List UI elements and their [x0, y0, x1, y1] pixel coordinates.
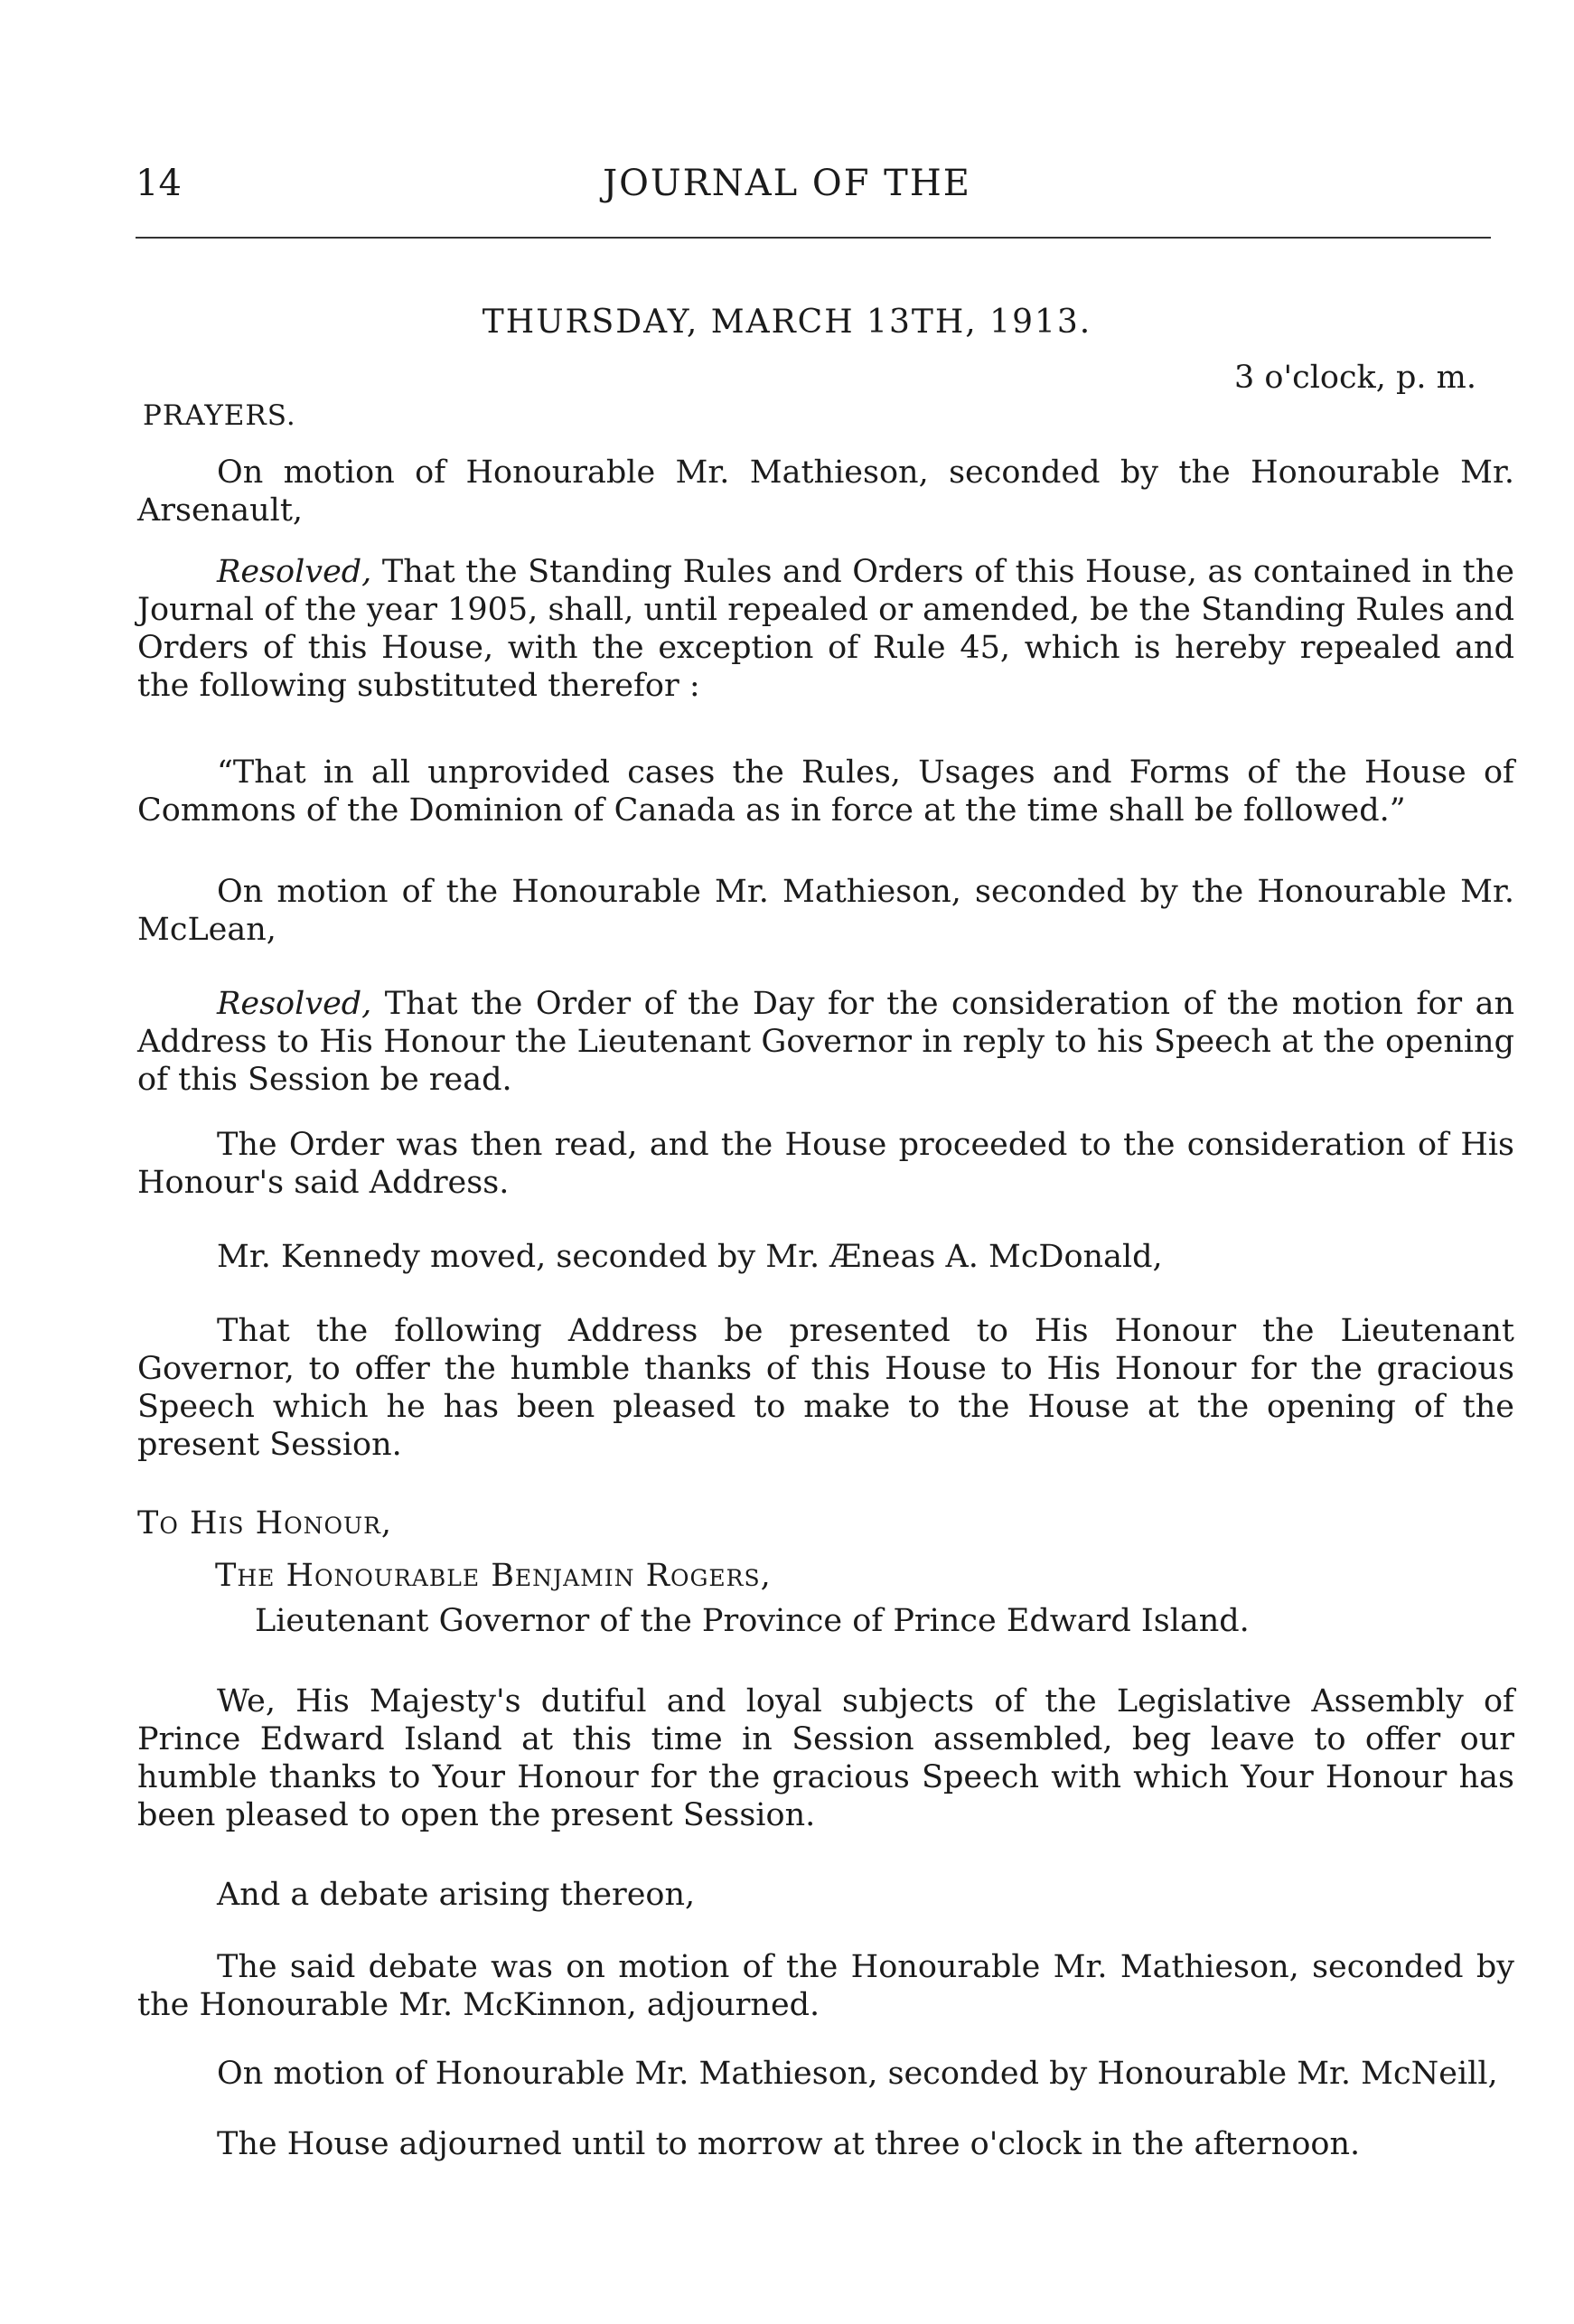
paragraph-motion-mclean: On motion of the Honourable Mr. Mathieson, seconded by the Honourable Mr. McLean,	[137, 874, 1514, 948]
paragraph-house-adjourned: The House adjourned until to morrow at three o'clock in the afternoon.	[217, 2126, 1361, 2162]
session-time: 3 o'clock, p. m.	[1234, 360, 1476, 396]
resolved-label: Resolved,	[217, 554, 372, 590]
paragraph-resolved-standing-rules	[137, 553, 1514, 705]
resolved-text: That the Order of the Day for the consideration of the motion for an Address to His Honour the Lieutenant Governor in reply to his Speech at the opening of this Session be read.	[137, 986, 1514, 1098]
header-rule	[136, 237, 1491, 239]
prayers-heading: PRAYERS.	[143, 399, 296, 432]
page-number: 14	[136, 163, 182, 204]
address-salutation: To His Honour,	[137, 1505, 393, 1542]
resolved-text: That the Standing Rules and Orders of this House, as contained in the Journal of the year 1905, shall, until repealed or amended, be the Standing Rules and Orders of this House, with the exception of Rule 45, which is hereby repealed and the following substituted therefor :	[137, 554, 1514, 704]
paragraph-motion-mcneill: On motion of Honourable Mr. Mathieson, seconded by Honourable Mr. McNeill,	[217, 2056, 1498, 2092]
running-header-title: JOURNAL OF THE	[603, 163, 971, 204]
paragraph-unprovided-cases-quote: “That in all unprovided cases the Rules, Usages and Forms of the House of Commons of the Dominion of Canada as in force at the time shall be followed.”	[137, 754, 1514, 829]
paragraph-debate-adjourned: The said debate was on motion of the Honourable Mr. Mathieson, seconded by the Honourable Mr. McKinnon, adjourned.	[137, 1949, 1514, 2023]
paragraph-dutiful-subjects: We, His Majesty's dutiful and loyal subjects of the Legislative Assembly of Prince Edward Island at this time in Session assembled, beg leave to offer our humble thanks to Your Honour for the gracious Speech with which Your Honour has been pleased to open the present Session.	[137, 1683, 1514, 1833]
address-recipient-name: The Honourable Benjamin Rogers,	[215, 1558, 772, 1594]
session-date: THURSDAY, MARCH 13TH, 1913.	[482, 304, 1092, 341]
paragraph-resolved-order-of-day	[137, 985, 1514, 1099]
resolved-label: Resolved,	[217, 986, 372, 1022]
paragraph-kennedy-moved: Mr. Kennedy moved, seconded by Mr. Æneas A. McDonald,	[217, 1239, 1163, 1275]
paragraph-motion-arsenault: On motion of Honourable Mr. Mathieson, seconded by the Honourable Mr. Arsenault,	[137, 454, 1514, 529]
paragraph-debate-arising: And a debate arising thereon,	[217, 1877, 696, 1913]
paragraph-order-read: The Order was then read, and the House proceeded to the consideration of His Honour's said Address.	[137, 1127, 1514, 1201]
address-recipient-title: Lieutenant Governor of the Province of Prince Edward Island.	[255, 1603, 1250, 1639]
paragraph-address-presented: That the following Address be presented to His Honour the Lieutenant Governor, to offer the humble thanks of this House to His Honour for the gracious Speech which he has been pleased to make to the House at the opening of the present Session.	[137, 1313, 1514, 1463]
